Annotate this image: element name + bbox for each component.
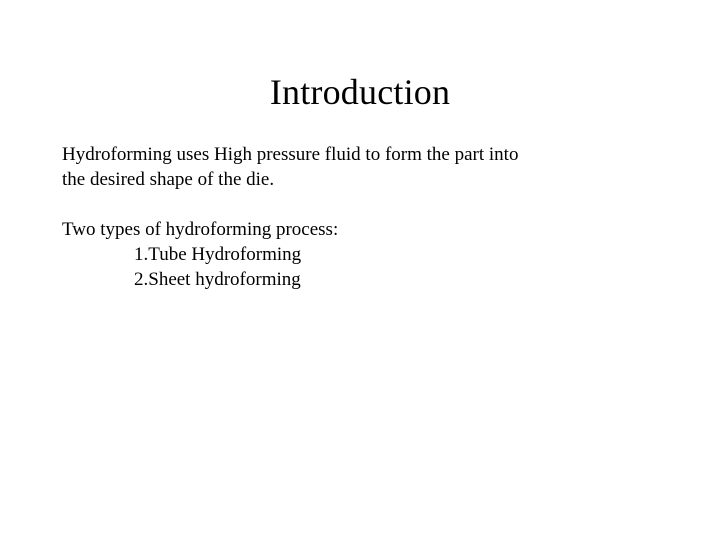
types-list-item-2: 2.Sheet hydroforming [134, 269, 301, 290]
intro-paragraph-line-2: the desired shape of the die. [62, 169, 275, 190]
types-lead-line: Two types of hydroforming process: [62, 219, 339, 240]
slide-body [62, 142, 662, 292]
paragraph-spacer [62, 192, 662, 217]
intro-paragraph-line-1: Hydroforming uses High pressure fluid to form the part into [62, 144, 519, 165]
types-paragraph [62, 217, 662, 292]
intro-paragraph [62, 142, 662, 192]
types-list-item-1: 1.Tube Hydroforming [134, 244, 302, 265]
page-title: Introduction [269, 72, 451, 113]
